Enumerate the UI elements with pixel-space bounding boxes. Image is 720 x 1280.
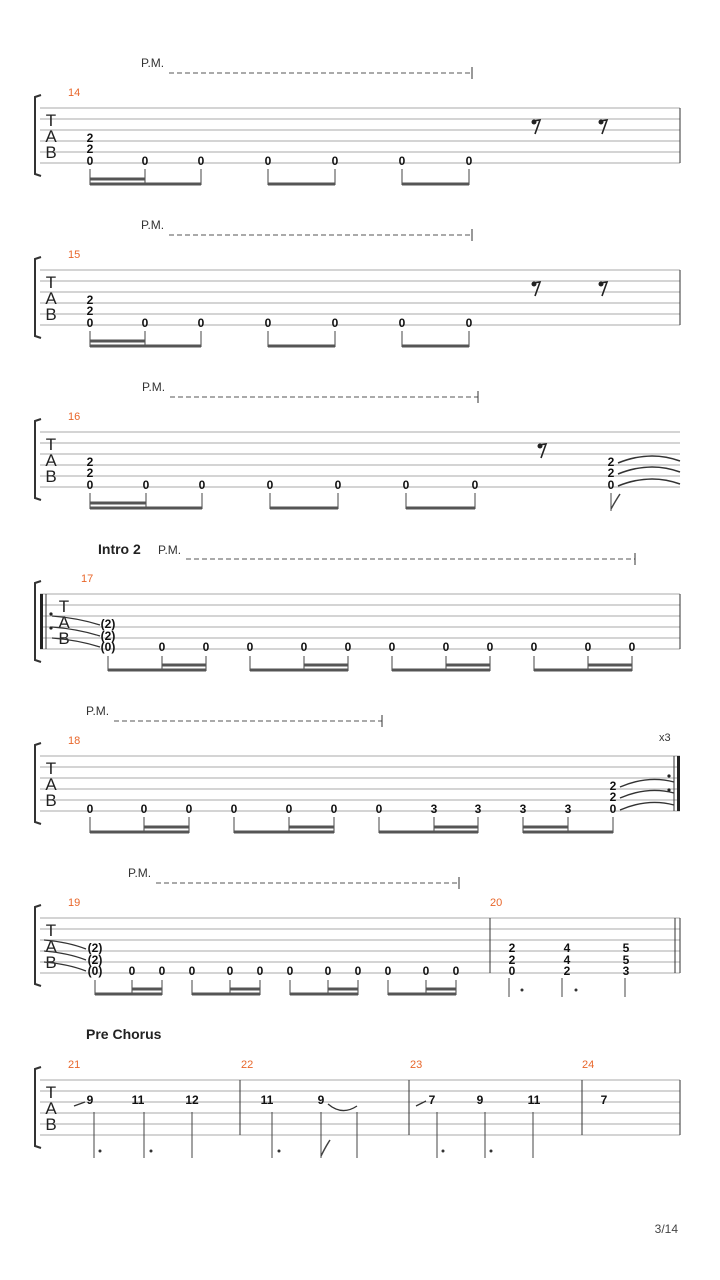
fret-number: 3 <box>430 802 438 816</box>
tab-letter-t: T <box>58 597 70 616</box>
measure-number: 18 <box>68 735 81 747</box>
tab-letter-a: A <box>45 775 57 794</box>
tab-letter-t: T <box>45 111 57 130</box>
fret-number: 0 <box>266 478 274 492</box>
eighth-rest-icon <box>532 120 541 135</box>
fret-number: 0 <box>375 802 383 816</box>
fret-number: 5 <box>622 953 630 967</box>
fret-number: 0 <box>158 964 166 978</box>
fret-number: 3 <box>564 802 572 816</box>
fret-number: 0 <box>256 964 264 978</box>
fret-number: 0 <box>331 154 339 168</box>
measure-number: 21 <box>68 1059 81 1071</box>
fret-number: 11 <box>527 1093 541 1107</box>
eighth-rest-icon <box>599 282 608 297</box>
fret-number: 0 <box>609 802 617 816</box>
fret-number: 0 <box>465 316 473 330</box>
fret-number: 2 <box>86 466 94 480</box>
repeat-start-bar <box>40 594 43 649</box>
fret-number: 2 <box>508 953 516 967</box>
tab-letter-b: B <box>45 467 57 486</box>
tab-letter-b: B <box>45 953 57 972</box>
fret-number: (2) <box>100 617 116 631</box>
fret-number: 0 <box>300 640 308 654</box>
palm-mute-label: P.M. <box>141 218 165 232</box>
palm-mute-label: P.M. <box>158 543 182 557</box>
fret-number: 2 <box>607 466 615 480</box>
fret-number: (2) <box>87 953 103 967</box>
tab-letter-a: A <box>45 451 57 470</box>
section-title-intro-2: Intro 2 <box>98 541 141 557</box>
fret-number: 0 <box>286 964 294 978</box>
tab-letter-t: T <box>45 759 57 778</box>
fret-number: 7 <box>600 1093 608 1107</box>
fret-number: 9 <box>86 1093 94 1107</box>
tab-letter-b: B <box>58 629 70 648</box>
fret-number: 12 <box>185 1093 199 1107</box>
repeat-count: x3 <box>659 732 671 744</box>
fret-number: 3 <box>622 964 630 978</box>
fret-number: 0 <box>86 802 94 816</box>
fret-number: 0 <box>607 478 615 492</box>
fret-number: 0 <box>471 478 479 492</box>
fret-number: 11 <box>131 1093 145 1107</box>
eighth-rest-icon <box>599 120 608 135</box>
fret-number: 0 <box>264 316 272 330</box>
fret-number: 3 <box>519 802 527 816</box>
fret-number: (0) <box>100 640 116 654</box>
tab-letter-b: B <box>45 305 57 324</box>
fret-number: 0 <box>198 478 206 492</box>
tab-system-21 <box>0 1022 720 1172</box>
fret-number: 2 <box>508 941 516 955</box>
repeat-end-bar <box>677 756 680 811</box>
fret-number: 0 <box>202 640 210 654</box>
fret-number: 2 <box>86 131 94 145</box>
fret-number: 0 <box>584 640 592 654</box>
tie-arcs <box>620 779 674 810</box>
fret-number: 0 <box>398 316 406 330</box>
fret-number: 9 <box>317 1093 325 1107</box>
tab-letter-t: T <box>45 1083 57 1102</box>
fret-number: 7 <box>428 1093 436 1107</box>
fret-number: 0 <box>142 478 150 492</box>
fret-number: 0 <box>264 154 272 168</box>
fret-number: 2 <box>563 964 571 978</box>
fret-number: 0 <box>158 640 166 654</box>
tab-system-19 <box>0 860 720 1010</box>
fret-number: 9 <box>476 1093 484 1107</box>
palm-mute-label: P.M. <box>128 866 152 880</box>
tab-letter-t: T <box>45 921 57 940</box>
fret-number: 0 <box>226 964 234 978</box>
fret-number: 0 <box>628 640 636 654</box>
fret-number: 0 <box>86 316 94 330</box>
fret-number: 0 <box>334 478 342 492</box>
tab-letter-b: B <box>45 143 57 162</box>
measure-number: 14 <box>68 87 81 99</box>
tab-letter-t: T <box>45 435 57 454</box>
fret-number: 0 <box>384 964 392 978</box>
fret-number: 0 <box>141 316 149 330</box>
fret-number: 4 <box>563 941 571 955</box>
fret-number: (0) <box>87 964 103 978</box>
fret-number: 0 <box>486 640 494 654</box>
tab-system-14 <box>0 50 720 200</box>
tab-letter-a: A <box>45 127 57 146</box>
tab-system-18 <box>0 698 720 848</box>
measure-number: 22 <box>241 1059 254 1071</box>
fret-number: 0 <box>422 964 430 978</box>
fret-number: 0 <box>188 964 196 978</box>
fret-number: 2 <box>609 790 617 804</box>
fret-number: 0 <box>141 154 149 168</box>
tab-system-17 <box>0 536 720 686</box>
measure-number: 16 <box>68 411 81 423</box>
tab-letter-a: A <box>45 289 57 308</box>
fret-number: 2 <box>86 455 94 469</box>
measure-number: 24 <box>582 1059 595 1071</box>
fret-number: 0 <box>442 640 450 654</box>
fret-number: 0 <box>185 802 193 816</box>
palm-mute-label: P.M. <box>86 704 110 718</box>
fret-number: 0 <box>86 154 94 168</box>
tab-letter-b: B <box>45 791 57 810</box>
fret-number: 2 <box>86 142 94 156</box>
fret-number: 0 <box>197 154 205 168</box>
fret-number: (2) <box>100 629 116 643</box>
tab-letter-t: T <box>45 273 57 292</box>
fret-number: 0 <box>330 802 338 816</box>
eighth-rest-icon <box>532 282 541 297</box>
measure-number: 23 <box>410 1059 423 1071</box>
fret-number: 0 <box>354 964 362 978</box>
fret-number: 0 <box>285 802 293 816</box>
fret-number: 0 <box>140 802 148 816</box>
fret-number: 0 <box>324 964 332 978</box>
fret-number: 4 <box>563 953 571 967</box>
fret-number: 0 <box>86 478 94 492</box>
tab-system-16 <box>0 374 720 524</box>
fret-number: 0 <box>452 964 460 978</box>
fret-number: 0 <box>465 154 473 168</box>
fret-number: 0 <box>398 154 406 168</box>
fret-number: 0 <box>230 802 238 816</box>
fret-number: 0 <box>402 478 410 492</box>
tie-arcs <box>618 456 680 486</box>
fret-number: 0 <box>197 316 205 330</box>
fret-number: 2 <box>609 779 617 793</box>
fret-number: 0 <box>388 640 396 654</box>
section-title-pre-chorus: Pre Chorus <box>86 1026 162 1042</box>
tab-letter-a: A <box>58 613 70 632</box>
measure-number: 17 <box>81 573 94 585</box>
fret-number: 2 <box>86 293 94 307</box>
fret-number: 0 <box>508 964 516 978</box>
fret-number: 3 <box>474 802 482 816</box>
fret-number: (2) <box>87 941 103 955</box>
fret-number: 2 <box>86 304 94 318</box>
palm-mute-label: P.M. <box>142 380 166 394</box>
fret-number: 0 <box>246 640 254 654</box>
tab-letter-b: B <box>45 1115 57 1134</box>
palm-mute-label: P.M. <box>141 56 165 70</box>
measure-number: 15 <box>68 249 81 261</box>
fret-number: 2 <box>607 455 615 469</box>
fret-number: 0 <box>344 640 352 654</box>
fret-number: 0 <box>128 964 136 978</box>
eighth-rest-icon <box>538 444 547 459</box>
fret-number: 11 <box>260 1093 274 1107</box>
fret-number: 0 <box>331 316 339 330</box>
fret-number: 5 <box>622 941 630 955</box>
measure-number: 20 <box>490 897 503 909</box>
page-number: 3/14 <box>654 1222 678 1236</box>
tab-letter-a: A <box>45 937 57 956</box>
fret-number: 0 <box>530 640 538 654</box>
measure-number: 19 <box>68 897 81 909</box>
tab-letter-a: A <box>45 1099 57 1118</box>
tab-system-15 <box>0 212 720 362</box>
